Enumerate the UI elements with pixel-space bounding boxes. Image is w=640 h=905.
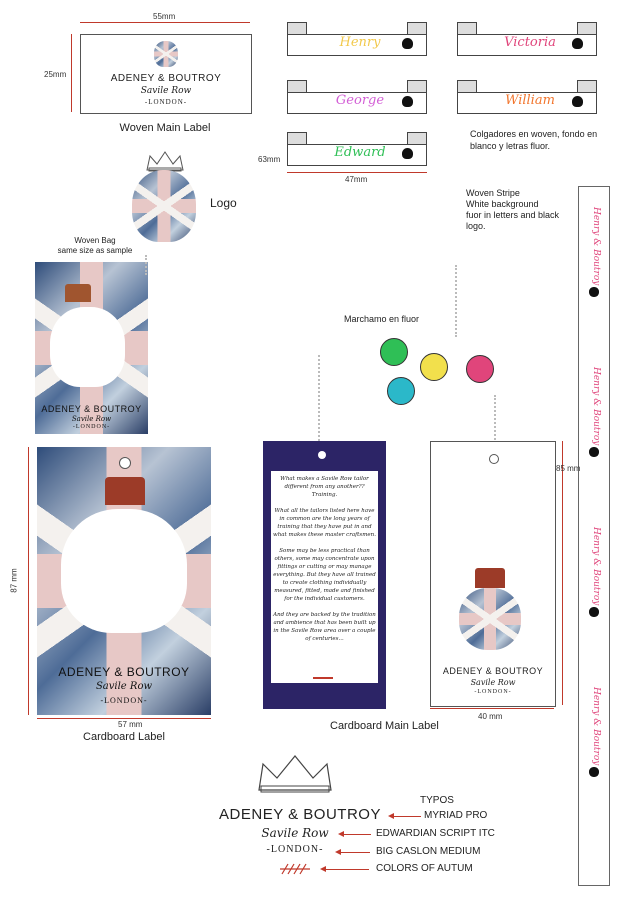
skull-logo-icon bbox=[132, 170, 196, 242]
hole bbox=[119, 457, 131, 469]
mini-skull-icon bbox=[402, 96, 413, 107]
hanger-name: Victoria bbox=[504, 35, 556, 50]
crown-icon bbox=[65, 284, 91, 302]
main-label-text: What makes a Savile Row tailor different from any another?? Training. What all the tailors listed here have in common are the long years of training that they have put in and what makes these master craftsmen. Some may be less practical than others, some may concentrate upon fittings or cutting or may manage everything. But they have all trained to create clothing individually measured, fitted, made and finished for the individual customers. And they are backed by the tradition and ambience that has been built up in the Savile Row area over a couple of centuries... bbox=[271, 471, 378, 683]
hanger-name: Henry bbox=[339, 35, 381, 50]
crown-icon bbox=[105, 477, 145, 505]
bag-script: Savile Row bbox=[71, 415, 112, 423]
marchamo-yellow bbox=[420, 353, 448, 381]
stripe-text-1: Henry & Boutroy bbox=[591, 207, 601, 286]
crown-icon bbox=[145, 150, 185, 172]
stripe-skull-icon bbox=[589, 607, 599, 617]
hole bbox=[318, 451, 326, 459]
city-line: -LONDON- bbox=[144, 98, 188, 106]
marchamo-cyan bbox=[387, 377, 415, 405]
cardboard-caption: Cardboard Label bbox=[83, 731, 165, 743]
woven-label-width: 55mm bbox=[153, 12, 176, 21]
hanger-george bbox=[287, 80, 427, 116]
marchamo-caption: Marchamo en fluor bbox=[344, 314, 420, 324]
cardboard-label bbox=[37, 447, 211, 715]
hole bbox=[489, 454, 499, 464]
stripe-skull-icon bbox=[589, 767, 599, 777]
hanger-note: Colgadores en woven, fondo en blanco y letras fluor. bbox=[470, 129, 598, 151]
script-line: Savile Row bbox=[140, 86, 192, 96]
skull-logo-icon bbox=[459, 588, 521, 650]
stripe-text-3: Henry & Boutroy bbox=[591, 527, 601, 606]
woven-bag-note: Woven Bag same size as sample bbox=[57, 236, 133, 255]
stripe-skull-icon bbox=[589, 287, 599, 297]
main-caption: Cardboard Main Label bbox=[330, 720, 439, 732]
typo-font-2: EDWARDIAN SCRIPT ITC bbox=[376, 828, 495, 839]
hanger-width: 47mm bbox=[345, 175, 368, 184]
typo-brand: ADENEY & BOUTROY bbox=[219, 806, 381, 823]
skull-silhouette bbox=[61, 509, 187, 633]
main-label-front bbox=[430, 441, 556, 707]
card-script: Savile Row bbox=[95, 681, 153, 692]
card-city: -LONDON- bbox=[100, 696, 148, 705]
woven-main-label bbox=[80, 34, 252, 114]
mini-skull-icon bbox=[572, 38, 583, 49]
brand-name: ADENEY & BOUTROY bbox=[110, 73, 222, 84]
front-city: -LONDON- bbox=[474, 689, 512, 695]
typo-city: -LONDON- bbox=[266, 844, 324, 855]
cardboard-width: 57 mm bbox=[118, 720, 143, 729]
front-brand: ADENEY & BOUTROY bbox=[442, 666, 544, 676]
skull-logo-icon bbox=[154, 41, 178, 67]
main-height: 85 mm bbox=[556, 464, 581, 473]
woven-bag bbox=[35, 262, 148, 434]
crown-icon bbox=[255, 752, 335, 794]
hanger-name: William bbox=[505, 93, 555, 108]
hanger-edward bbox=[287, 132, 427, 168]
cardboard-height: 87 mm bbox=[9, 568, 19, 593]
logo-caption: Logo bbox=[210, 196, 237, 210]
typo-script: Savile Row bbox=[261, 826, 329, 840]
hanger-henry bbox=[287, 22, 427, 58]
stripe-text-2: Henry & Boutroy bbox=[591, 367, 601, 446]
mini-skull-icon bbox=[402, 148, 413, 159]
stripe-text-4: Henry & Boutroy bbox=[591, 687, 601, 766]
hanger-name: Edward bbox=[334, 145, 386, 160]
bag-city: -LONDON- bbox=[72, 424, 111, 430]
woven-stripe bbox=[578, 186, 610, 886]
marchamo-green bbox=[380, 338, 408, 366]
main-width: 40 mm bbox=[478, 712, 503, 721]
autumn-marks-icon bbox=[280, 862, 310, 874]
front-script: Savile Row bbox=[470, 678, 516, 687]
typos-title: TYPOS bbox=[420, 795, 454, 806]
typo-font-4: COLORS OF AUTUM bbox=[376, 863, 473, 874]
woven-main-label-caption: Woven Main Label bbox=[119, 122, 211, 134]
stripe-skull-icon bbox=[589, 447, 599, 457]
mini-skull-icon bbox=[572, 96, 583, 107]
main-label-back bbox=[263, 441, 386, 709]
mini-skull-icon bbox=[402, 38, 413, 49]
bag-brand: ADENEY & BOUTROY bbox=[41, 404, 142, 414]
typo-font-1: MYRIAD PRO bbox=[424, 810, 488, 821]
autumn-marks-icon bbox=[313, 669, 333, 679]
hanger-height: 63mm bbox=[258, 155, 281, 164]
crown-icon bbox=[475, 568, 505, 588]
woven-stripe-note: Woven Stripe White background fuor in letters and black logo. bbox=[466, 188, 560, 231]
marchamo-pink bbox=[466, 355, 494, 383]
typo-font-3: BIG CASLON MEDIUM bbox=[376, 846, 481, 857]
skull-silhouette bbox=[50, 307, 125, 387]
hanger-william bbox=[457, 80, 597, 116]
woven-label-height: 25mm bbox=[44, 70, 67, 79]
hanger-name: George bbox=[335, 93, 385, 108]
card-brand: ADENEY & BOUTROY bbox=[58, 665, 190, 679]
hanger-victoria bbox=[457, 22, 597, 58]
